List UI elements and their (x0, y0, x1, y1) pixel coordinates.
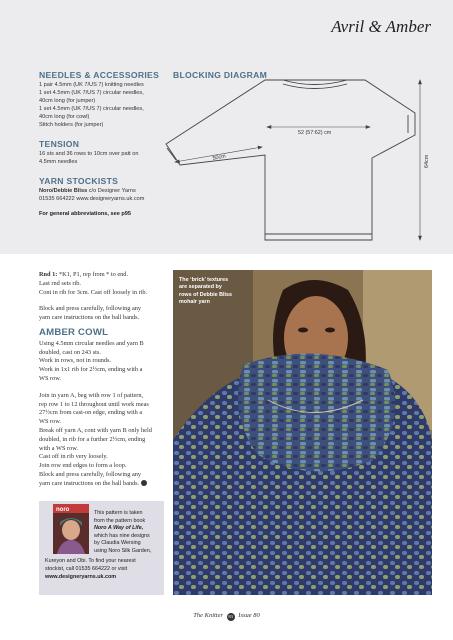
pattern-line: doubled, cast on 243 sts. (39, 348, 101, 356)
pattern-line: *K1, P1, rep from * to end. (57, 271, 129, 278)
tension-heading: TENSION (39, 139, 80, 149)
photo-caption (179, 277, 232, 307)
promo-line: stockist, call 01535 664222 or visit (45, 566, 128, 572)
end-marker-icon (141, 480, 147, 486)
promo-line: which has nine designs (94, 532, 150, 539)
tension-text (39, 150, 139, 166)
pattern-line: 27½cm from cast-on edge, ending with a (39, 409, 143, 417)
neck-rib (283, 80, 347, 89)
pattern-line: Work in 1x1 rib for 2½cm, ending with a (39, 366, 143, 374)
stockist-brand: Noro/Debbie Bliss (39, 188, 88, 194)
pattern-line: yarn care instructions on the ball bands. (39, 314, 140, 322)
promo-line: by Claudia Wersing (94, 540, 141, 547)
caption-line: The ‘brick’ textures (179, 277, 229, 283)
caption-line: mohair yarn (179, 299, 210, 306)
promo-book-title: Noro A Way of Life, (94, 525, 144, 532)
pattern-line: Cont in rib for 3cm. Cast off loosely in rib. (39, 288, 148, 296)
page-footer (0, 612, 453, 621)
book-cover-image (53, 504, 89, 554)
pattern-line: Join in yarn A, beg with row 1 of pattern, (39, 391, 144, 399)
page-title: Avril & Amber (331, 17, 431, 36)
pattern-line: Block and press carefully, following any (39, 305, 142, 313)
width-label: 52 (57:62) cm (298, 130, 332, 136)
pattern-line: Cast off in rib very loosely. (39, 453, 108, 461)
promo-website: www.designeryarns.uk.com (45, 574, 117, 580)
pattern-line: WS row. (39, 374, 61, 382)
needles-line: 1 set 4.5mm (UK 7/US 7) circular needles, (39, 90, 144, 96)
promo-line: This pattern is taken (94, 510, 143, 516)
promo-line: from the pattern book (94, 517, 146, 524)
blocking-diagram (165, 72, 440, 247)
issue-number: Issue 80 (238, 612, 260, 619)
page-number: 83 (228, 614, 233, 619)
model-photo (173, 270, 432, 595)
sleeve-label: 50cm (212, 153, 227, 162)
promo-text (94, 510, 164, 556)
amber-cowl-heading: AMBER COWL (39, 326, 109, 338)
stockist-line: c/o Designer Yarns (87, 188, 136, 194)
pattern-line: Join row end edges to form a loop. (39, 462, 127, 470)
pattern-line: Using 4.5mm circular needles and yarn B (39, 339, 144, 347)
promo-contact (45, 557, 136, 581)
promo-line: Kureyon and Obi. To find your nearest (45, 558, 136, 564)
magazine-name: The Knitter (193, 612, 224, 619)
book-promo-box (39, 501, 164, 595)
needles-heading: NEEDLES & ACCESSORIES (39, 70, 160, 80)
cover-brand: noro (56, 507, 70, 513)
stockists-text (39, 187, 144, 203)
rnd1-label: Rnd 1: (39, 271, 58, 278)
pattern-line: Break off yarn A, cont with yarn B only held (39, 426, 152, 434)
tension-line: 16 sts and 36 rows to 10cm over patt on (39, 151, 139, 157)
pattern-line: rep row 1 to 12 throughout until work meas (39, 400, 149, 408)
length-label: 64cm (424, 154, 430, 168)
abbreviations-note: For general abbreviations, see p95 (39, 211, 132, 217)
needles-list (39, 81, 144, 129)
pattern-line: Work in rows, not in rounds. (39, 357, 112, 365)
pattern-line: WS row. (39, 418, 61, 426)
needles-line: 1 set 4.5mm (UK 7/US 7) circular needles, (39, 106, 144, 112)
needles-line: Stitch holders (for jumper) (39, 122, 104, 128)
stockist-contact: 01535 664222 www.designeryarns.uk.com (39, 196, 145, 202)
jumper-outline (166, 80, 415, 240)
pattern-line: Last rnd sets rib. (39, 279, 81, 287)
blocking-heading: BLOCKING DIAGRAM (173, 70, 268, 80)
caption-line: rows of Debbie Bliss (179, 291, 233, 298)
pattern-instructions (39, 271, 169, 497)
needles-line: 1 pair 4.5mm (UK 7/US 7) knitting needles (39, 82, 144, 88)
pattern-line: Block and press carefully, following any (39, 470, 142, 478)
promo-line: using Noro Silk Garden, (94, 547, 152, 554)
pattern-line: doubled, in rib for a further 2½cm, ending (39, 435, 146, 443)
caption-line: are separated by (179, 284, 222, 291)
stockists-heading: YARN STOCKISTS (39, 176, 119, 186)
tension-line: 4.5mm needles (39, 159, 78, 165)
needles-line: 40cm long (for cowl) (39, 114, 90, 120)
pattern-line: with a WS row. (39, 444, 79, 452)
pattern-line: yarn care instructions on the ball bands. (39, 479, 140, 487)
needles-line: 40cm long (for jumper) (39, 98, 96, 104)
cuff-left (167, 148, 176, 160)
